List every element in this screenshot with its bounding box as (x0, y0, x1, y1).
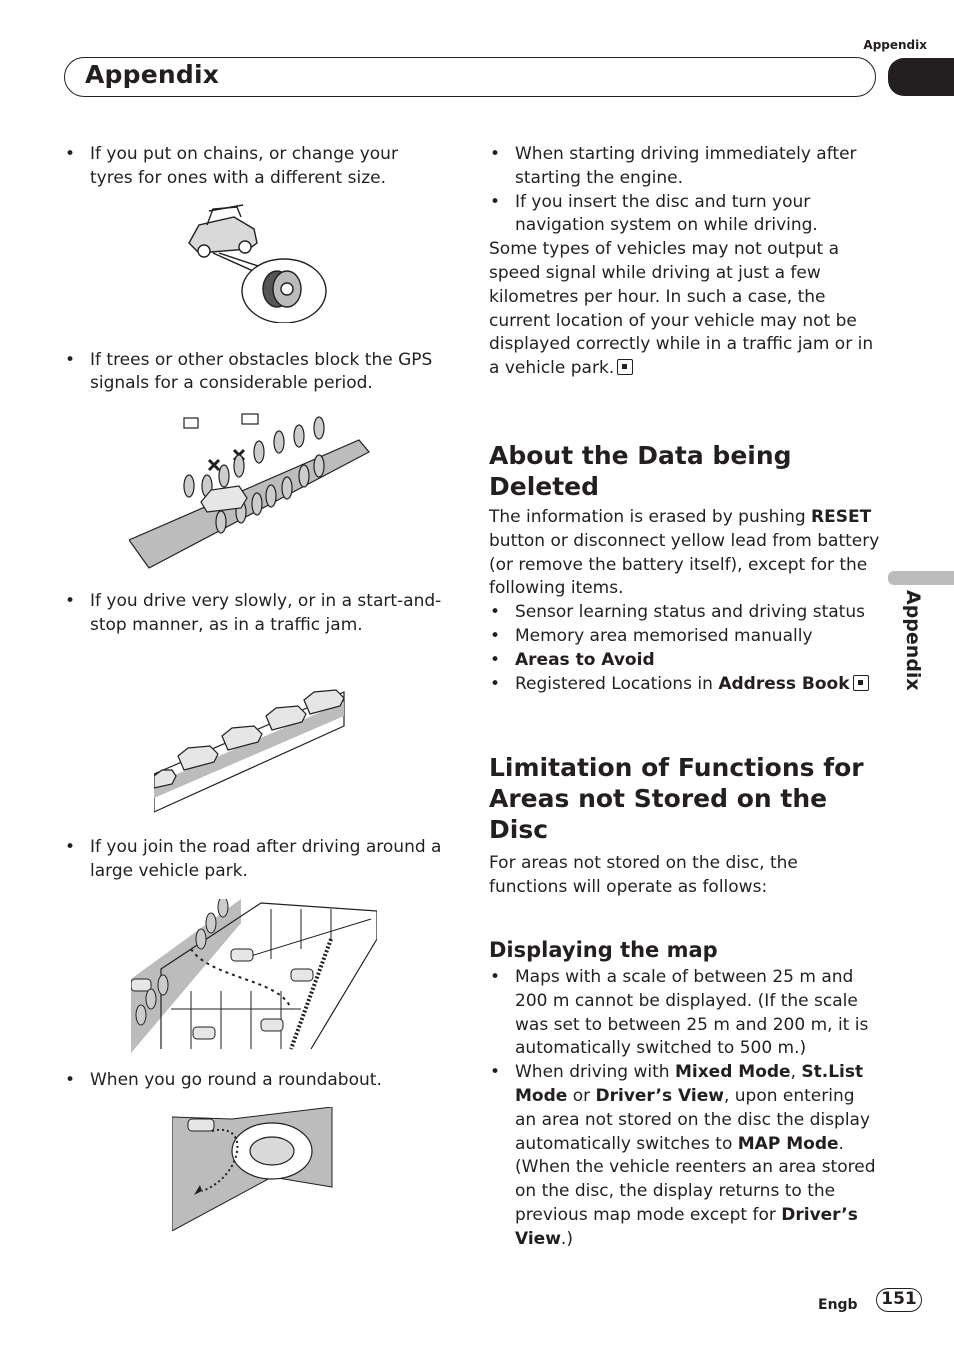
right-column (489, 143, 881, 1252)
list-item: • If trees or other obstacles block the GPS signals for a considerable period. (64, 349, 444, 397)
text-bold: Driver’s View (595, 1085, 724, 1106)
side-label-text: Appendix (902, 590, 924, 691)
text-bold: St.List Mode (515, 1062, 864, 1106)
text-bold: Address Book (718, 673, 850, 694)
text-bold: Areas to Avoid (515, 649, 655, 670)
footer-language: Engb (818, 1297, 858, 1313)
text: Registered Locations in (515, 673, 719, 694)
list-item: • If you put on chains, or change your tyres for ones with a different size. (64, 143, 444, 191)
list-item: • If you insert the disc and turn your navigation system on while driving. (489, 191, 881, 239)
text: or (567, 1085, 596, 1106)
subsection-heading-displaying-map: Displaying the map (489, 937, 718, 962)
text: . (When the vehicle reenters an area stored on the disc, the display returns to the previous map mode except for (515, 1133, 876, 1225)
end-mark-icon (853, 675, 869, 691)
list-item: • If you join the road after driving around a large vehicle park. (64, 836, 444, 884)
left-column (64, 143, 444, 1231)
text: The information is erased by pushing (489, 506, 812, 527)
side-tab-marker (888, 571, 954, 585)
running-header-label: Appendix (863, 38, 927, 52)
section-heading-data-deleted: About the Data being Deleted (489, 440, 792, 501)
list-item: • Sensor learning status and driving status (489, 601, 881, 625)
list-item (489, 1061, 881, 1251)
text: , (790, 1062, 802, 1083)
side-label (900, 590, 924, 710)
paragraph: For areas not stored on the disc, the functions will operate as follows: (489, 853, 798, 898)
text: When driving with (515, 1062, 675, 1083)
list-item: • Maps with a scale of between 25 m and 200 m cannot be displayed. (If the scale was set to between 25 m and 200 m, it is automatically switched to 500 m.) (489, 966, 881, 1061)
paragraph (489, 506, 881, 601)
text: , upon entering an area not stored on the disc the display automatically switches to (515, 1085, 871, 1154)
text-bold: RESET (811, 506, 872, 527)
traffic-jam-illustration (154, 686, 354, 816)
paragraph (489, 238, 881, 381)
text: button or disconnect yellow lead from battery (or remove the battery itself), except for the following items. (489, 530, 880, 599)
text-bold: Driver’s View (515, 1204, 858, 1249)
gps-blocked-illustration (129, 410, 379, 570)
list-item: • When starting driving immediately after starting the engine. (489, 143, 881, 191)
tyre-change-illustration (179, 203, 329, 323)
page-number: 151 (876, 1288, 922, 1312)
list-item (489, 649, 881, 673)
end-mark-icon (617, 359, 633, 375)
roundabout-illustration (172, 1107, 336, 1231)
page-title: Appendix (85, 60, 220, 89)
list-item: • Memory area memorised manually (489, 625, 881, 649)
section-tab-marker (888, 58, 954, 96)
section-heading-limitation: Limitation of Functions for Areas not Stored on the Disc (489, 753, 864, 845)
text: .) (560, 1228, 573, 1249)
list-item: • When you go round a roundabout. (64, 1069, 444, 1093)
list-item (489, 673, 881, 697)
text-bold: Mixed Mode (674, 1062, 791, 1083)
text-bold: MAP Mode (737, 1133, 839, 1154)
list-item: • If you drive very slowly, or in a start-and-stop manner, as in a traffic jam. (64, 590, 444, 638)
paragraph-text: Some types of vehicles may not output a speed signal while driving at just a few kilometres per hour. In such a case, the current location of your vehicle may not be displayed correctly while in a traffic jam or in a vehicle park. (489, 239, 874, 379)
vehicle-park-illustration (131, 899, 377, 1053)
